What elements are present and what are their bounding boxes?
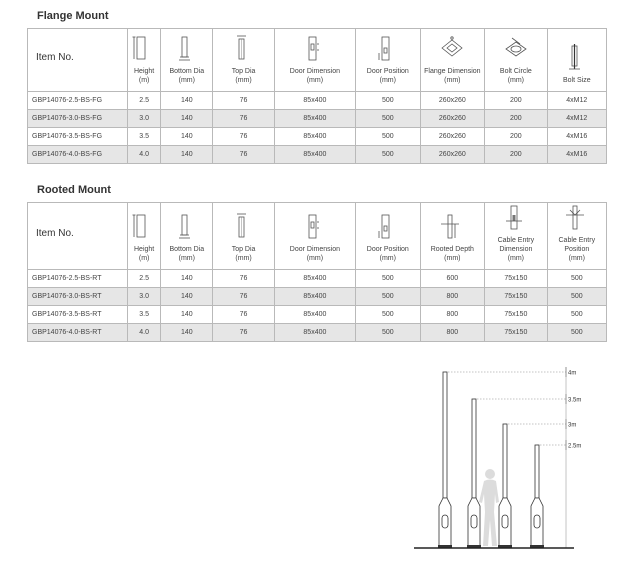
table-cell: 140 [161, 146, 213, 164]
column-label: Flange Dimension [424, 68, 481, 75]
column-unit: (mm) [379, 255, 396, 262]
label-3-5m: 3.5m [568, 397, 582, 404]
table-cell: 76 [213, 146, 274, 164]
column-unit: (mm) [178, 255, 195, 262]
column-header [213, 203, 274, 270]
column-unit: (mm) [568, 255, 585, 262]
column-header [485, 29, 547, 92]
table-cell: 85x400 [274, 146, 355, 164]
pole-door [442, 515, 448, 528]
column-unit: (mm) [235, 77, 252, 84]
table-cell: 500 [356, 324, 421, 342]
column-label: Height [134, 68, 155, 75]
column-label: Bottom Dia [169, 68, 205, 75]
table-cell: 500 [356, 92, 421, 110]
column-label: Bottom Dia [169, 246, 205, 253]
table-cell: 500 [547, 306, 606, 324]
label-2-5m: 2.5m [568, 443, 582, 450]
cable-entry-position-icon [564, 203, 590, 231]
pole-shaft [472, 399, 476, 498]
table-cell: 500 [356, 128, 421, 146]
table-cell: 4xM12 [547, 92, 606, 110]
door-dimension-icon [302, 212, 328, 240]
column-unit: (mm) [306, 77, 324, 84]
top-dia-icon [231, 34, 257, 62]
table-cell: 3.0 [127, 288, 160, 306]
column-header [356, 29, 421, 92]
table-cell: 200 [485, 92, 547, 110]
table-cell: 260x260 [420, 128, 485, 146]
column-label: Top Dia [231, 246, 256, 253]
table-cell: 200 [485, 128, 547, 146]
pole-shaft [535, 445, 539, 498]
column-header [485, 203, 547, 270]
table-cell: 800 [420, 306, 485, 324]
table-cell: 3.0 [127, 110, 160, 128]
table-cell: GBP14076-4.0-BS-FG [28, 146, 128, 164]
column-header [274, 203, 355, 270]
rooted-mount-title: Rooted Mount [37, 184, 111, 196]
table-cell: GBP14076-3.5-BS-FG [28, 128, 128, 146]
pole-door [471, 515, 477, 528]
table-cell: 140 [161, 92, 213, 110]
pole-shaft [443, 372, 447, 498]
table-row [28, 92, 607, 110]
table-cell: 85x400 [274, 128, 355, 146]
flange-mount-title: Flange Mount [37, 10, 109, 22]
column-label: Door Position [366, 246, 409, 253]
column-unit: (mm) [379, 77, 396, 84]
rooted-mount-table [27, 202, 607, 342]
column-label: Top Dia [231, 68, 256, 75]
table-cell: 85x400 [274, 288, 355, 306]
bottom-dia-icon [174, 212, 200, 240]
table-cell: 85x400 [274, 92, 355, 110]
column-label: Cable Entry Dimension [497, 237, 535, 253]
table-cell: 800 [420, 324, 485, 342]
table-cell: 2.5 [127, 92, 160, 110]
column-unit: (mm) [178, 77, 195, 84]
column-label: Rooted Depth [430, 246, 474, 253]
pole-height-icon [131, 212, 157, 240]
table-row [28, 306, 607, 324]
table-cell: 76 [213, 92, 274, 110]
table-cell: 85x400 [274, 306, 355, 324]
table-cell: 3.5 [127, 128, 160, 146]
pole-shaft [503, 424, 507, 498]
human-silhouette-icon [479, 469, 499, 546]
table-cell: 4xM12 [547, 110, 606, 128]
bottom-dia-icon [174, 34, 200, 62]
column-unit: (m) [138, 77, 150, 84]
table-cell: 500 [356, 270, 421, 288]
flange-dimension-icon [439, 34, 465, 62]
table-cell: 140 [161, 128, 213, 146]
table-cell: 140 [161, 270, 213, 288]
table-cell: 260x260 [420, 92, 485, 110]
column-label: Bolt Size [562, 77, 591, 84]
top-dia-icon [231, 212, 257, 240]
pole-height-icon [131, 34, 157, 62]
table-cell: 4xM16 [547, 128, 606, 146]
table-cell: 260x260 [420, 110, 485, 128]
table-cell: 4.0 [127, 146, 160, 164]
table-cell: 76 [213, 306, 274, 324]
column-label: Cable Entry Position [558, 237, 596, 253]
rooted-depth-icon [439, 212, 465, 240]
table-row [28, 146, 607, 164]
table-cell: 500 [356, 288, 421, 306]
column-header [213, 29, 274, 92]
bolt-circle-icon [503, 34, 529, 62]
table-cell: 75x150 [485, 288, 547, 306]
table-row [28, 128, 607, 146]
column-label: Door Dimension [289, 246, 340, 253]
table-cell: 3.5 [127, 306, 160, 324]
column-header [547, 29, 606, 92]
table-cell: 76 [213, 128, 274, 146]
table-cell: 76 [213, 270, 274, 288]
flange-mount-table [27, 28, 607, 164]
column-label: Door Position [366, 68, 409, 75]
table-cell: 76 [213, 324, 274, 342]
door-position-icon [375, 34, 401, 62]
column-header [547, 203, 606, 270]
table-header-row [28, 203, 607, 270]
column-unit: (mm) [444, 255, 461, 262]
pole-door [502, 515, 508, 528]
table-cell: 85x400 [274, 324, 355, 342]
column-header [161, 29, 213, 92]
door-position-icon [375, 212, 401, 240]
table-cell: 4xM16 [547, 146, 606, 164]
column-header [420, 203, 485, 270]
pole-height-diagram [408, 362, 588, 552]
table-header-row [28, 29, 607, 92]
table-cell: 75x150 [485, 270, 547, 288]
table-cell: 500 [547, 324, 606, 342]
table-cell: GBP14076-2.5-BS-RT [28, 270, 128, 288]
label-3m: 3m [568, 422, 577, 429]
column-header [274, 29, 355, 92]
table-cell: GBP14076-2.5-BS-FG [28, 92, 128, 110]
table-cell: 500 [547, 288, 606, 306]
table-cell: 200 [485, 146, 547, 164]
table-cell: 140 [161, 324, 213, 342]
column-unit: (mm) [507, 255, 525, 262]
table-cell: GBP14076-3.5-BS-RT [28, 306, 128, 324]
column-unit: (mm) [444, 77, 461, 84]
table-cell: GBP14076-3.0-BS-RT [28, 288, 128, 306]
table-cell: 500 [356, 146, 421, 164]
table-cell: 200 [485, 110, 547, 128]
table-row [28, 324, 607, 342]
item-no-header: Item No. [28, 203, 128, 270]
table-row [28, 270, 607, 288]
table-cell: 500 [547, 270, 606, 288]
table-row [28, 288, 607, 306]
pole-door [534, 515, 540, 528]
column-header [420, 29, 485, 92]
column-header [356, 203, 421, 270]
table-cell: GBP14076-4.0-BS-RT [28, 324, 128, 342]
table-cell: 140 [161, 110, 213, 128]
table-cell: 75x150 [485, 324, 547, 342]
column-label: Door Dimension [289, 68, 340, 75]
table-cell: 85x400 [274, 110, 355, 128]
table-cell: 75x150 [485, 306, 547, 324]
column-unit: (m) [138, 255, 150, 262]
table-cell: 2.5 [127, 270, 160, 288]
column-label: Height [134, 246, 155, 253]
table-cell: 500 [356, 110, 421, 128]
table-cell: GBP14076-3.0-BS-FG [28, 110, 128, 128]
table-cell: 140 [161, 306, 213, 324]
door-dimension-icon [302, 34, 328, 62]
table-cell: 4.0 [127, 324, 160, 342]
item-no-header: Item No. [28, 29, 128, 92]
table-cell: 800 [420, 288, 485, 306]
column-header [127, 203, 160, 270]
column-unit: (mm) [235, 255, 252, 262]
column-header [127, 29, 160, 92]
cable-entry-dimension-icon [503, 203, 529, 231]
table-cell: 76 [213, 110, 274, 128]
column-unit: (mm) [306, 255, 324, 262]
table-cell: 140 [161, 288, 213, 306]
table-cell: 76 [213, 288, 274, 306]
table-cell: 500 [356, 306, 421, 324]
table-cell: 85x400 [274, 270, 355, 288]
table-cell: 260x260 [420, 146, 485, 164]
column-label: Bolt Circle [499, 68, 532, 75]
column-unit: (mm) [507, 77, 525, 84]
bolt-size-icon [564, 43, 590, 71]
column-header [161, 203, 213, 270]
table-row [28, 110, 607, 128]
table-cell: 600 [420, 270, 485, 288]
label-4m: 4m [568, 370, 577, 377]
